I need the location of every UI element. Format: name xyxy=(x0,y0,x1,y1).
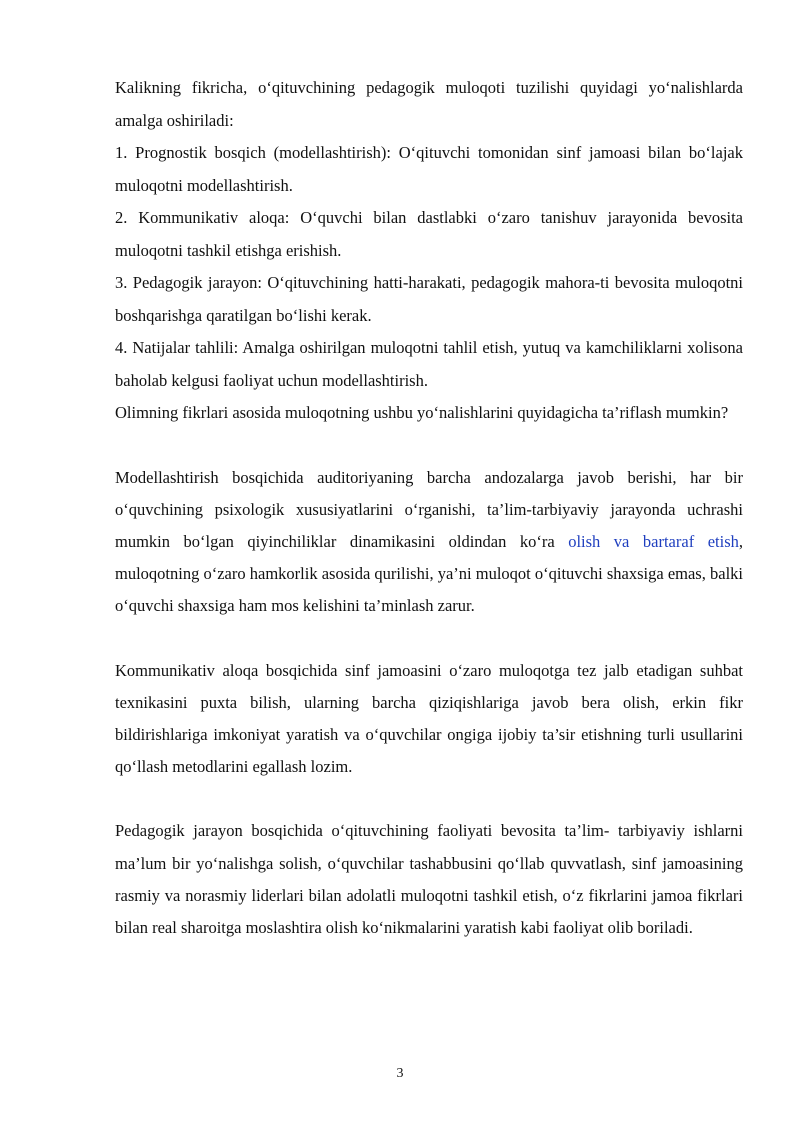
communicative-section xyxy=(115,655,743,784)
paragraph-gap xyxy=(115,783,743,815)
modelling-paragraph xyxy=(115,462,743,623)
list-item-prognostic: 1. Prognostik bosqich (modellashtirish): O‘qituvchi tomonidan sinf jamoasi bilan bo‘lajak muloqotni modellashtirish. xyxy=(115,143,743,195)
pedagogical-section xyxy=(115,815,743,944)
inline-link[interactable]: olish va bartaraf etish xyxy=(568,531,739,551)
intro-section xyxy=(115,72,743,430)
modelling-section xyxy=(115,462,743,623)
modelling-text-before-link: Modellashtirish bosqichida auditoriyaning barcha andozalarga javob berishi, har bir o‘quvchining psixologik xususiyatlarini o‘rganishi, ta’lim-tarbiyaviy jarayonda uchrashi mumkin bo‘lgan qiyinchiliklar dinamikasini oldindan ko‘ra xyxy=(115,467,743,551)
page-number: 3 xyxy=(396,1066,404,1081)
paragraph-gap xyxy=(115,623,743,655)
list-item-pedagogical: 3. Pedagogik jarayon: O‘qituvchining hatti-harakati, pedagogik mahora-ti bevosita muloqotni boshqarishga qaratilgan bo‘lishi kerak. xyxy=(115,273,743,325)
page-body xyxy=(115,72,743,944)
communicative-paragraph: Kommunikativ aloqa bosqichida sinf jamoasini o‘zaro muloqotga tez jalb etadigan suhbat texnikasini puxta bilish, ularning barcha qiziqishlariga javob bera olish, erkin fikr bildirishlariga imkoniyat yaratish va o‘quvchilar ongiga ijobiy ta’sir etishning turli usullarini qo‘llash metodlarini egallash lozim. xyxy=(115,660,743,777)
intro-paragraph: Kalikning fikricha, o‘qituvchining pedagogik muloqoti tuzilishi quyidagi yo‘nalishlarda amalga oshiriladi: xyxy=(115,78,743,130)
pedagogical-paragraph: Pedagogik jarayon bosqichida o‘qituvchining faoliyati bevosita ta’lim- tarbiyaviy ishlarni ma’lum bir yo‘nalishga solish, o‘quvchilar tashabbusini qo‘llab quvvatlash, sinf jamoasining rasmiy va norasmiy liderlari bilan adolatli muloqotni tashkil etish, o‘z fikrlarini jamoa fikrlari bilan real sharoitga moslashtira olish ko‘nikmalarini yaratish kabi faoliyat olib boriladi. xyxy=(115,821,743,937)
question-paragraph: Olimning fikrlari asosida muloqotning ushbu yo‘nalishlarini quyidagicha ta’riflash mumkin? xyxy=(115,403,729,422)
list-item-results: 4. Natijalar tahlili: Amalga oshirilgan muloqotni tahlil etish, yutuq va kamchiliklarni xolisona baholab kelgusi faoliyat uchun modellashtirish. xyxy=(115,338,743,390)
list-item-communicative: 2. Kommunikativ aloqa: O‘quvchi bilan dastlabki o‘zaro tanishuv jarayonida bevosita muloqotni tashkil etishga erishish. xyxy=(115,208,743,260)
paragraph-gap xyxy=(115,430,743,462)
modelling-text-after-link: , muloqotning o‘zaro hamkorlik asosida qurilishi, ya’ni muloqot o‘qituvchi shaxsiga emas, balki o‘quvchi shaxsiga ham mos kelishini ta’minlash zarur. xyxy=(115,531,743,616)
